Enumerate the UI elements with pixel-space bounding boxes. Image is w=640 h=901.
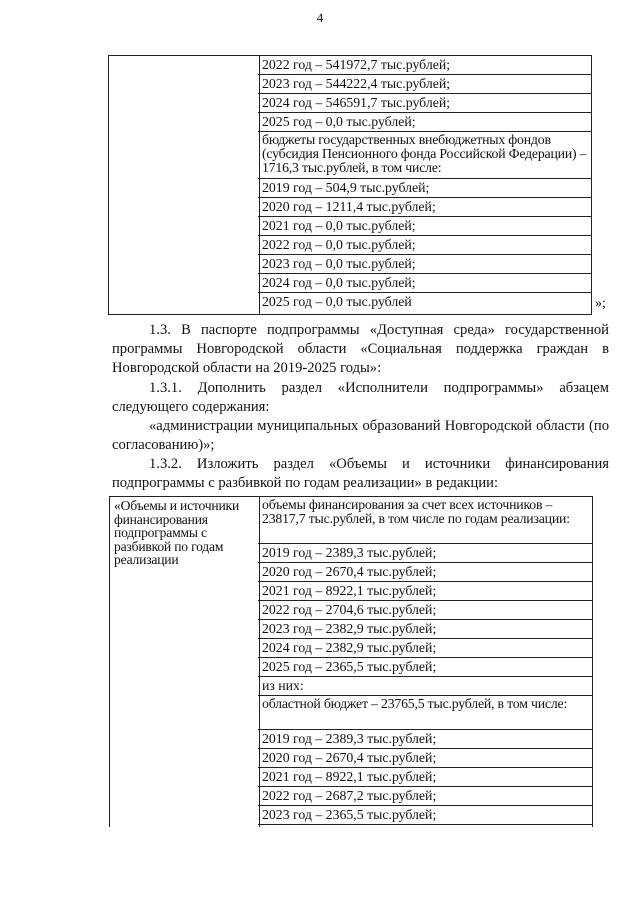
table-row: 2021 год – 8922,1 тыс.рублей; [258,768,592,787]
table-row: 2023 год – 2365,5 тыс.рублей; [258,806,592,825]
table-row: 2019 год – 2389,3 тыс.рублей; [258,730,592,749]
table-row: 2025 год – 2365,5 тыс.рублей; [258,658,592,677]
table-row: из них: [258,677,592,696]
table-row: 2023 год – 2382,9 тыс.рублей; [258,620,592,639]
paragraph-1-3: 1.3. В паспорте подпрограммы «Доступная среда» государственной программы Новгородской области «Социальная поддержка граждан в Новгородской области на 2019-2025 годы»: [112,322,609,376]
paragraph-1-3-1: 1.3.1. Дополнить раздел «Исполнители подпрограммы» абзацем следующего содержания: [112,380,609,415]
table-left-cell [110,497,260,827]
table-row: 2022 год – 541972,7 тыс.рублей; [258,56,591,75]
table-row: 2024 год – 0,0 тыс.рублей; [258,274,591,293]
table-row: 2021 год – 0,0 тыс.рублей; [258,217,591,236]
table-row: бюджеты государственных внебюджетных фондов (субсидия Пенсионного фонда Российской Федерации) – 1716,3 тыс.рублей, в том числе: [258,132,591,179]
table-left-cell [109,56,260,314]
table-row: 2019 год – 504,9 тыс.рублей; [258,179,591,198]
table-continuation [108,55,592,315]
table-row: 2024 год – 546591,7 тыс.рублей; [258,94,591,113]
table-row: 2020 год – 2670,4 тыс.рублей; [258,563,592,582]
table-row: областной бюджет – 23765,5 тыс.рублей, в том числе: [258,696,592,730]
paragraph-1-3-2: 1.3.2. Изложить раздел «Объемы и источники финансирования подпрограммы с разбивкой по годам реализации» в редакции: [112,456,609,491]
table-right-cell [258,497,592,825]
table-row: 2025 год – 0,0 тыс.рублей; [258,113,591,132]
paragraph-quote: «администрации муниципальных образований Новгородской области (по согласованию)»; [112,418,609,453]
table-row: 2021 год – 8922,1 тыс.рублей; [258,582,592,601]
table-row: объемы финансирования за счет всех источников – 23817,7 тыс.рублей, в том числе по годам реализации: [258,497,592,544]
table-row: 2023 год – 544222,4 тыс.рублей; [258,75,591,94]
table-row: 2025 год – 0,0 тыс.рублей [262,294,412,309]
closing-quote: »; [595,296,606,311]
funding-table [109,496,593,827]
table-row: 2020 год – 1211,4 тыс.рублей; [258,198,591,217]
table-row: 2022 год – 0,0 тыс.рублей; [258,236,591,255]
table-row: 2022 год – 2687,2 тыс.рублей; [258,787,592,806]
table-row: 2020 год – 2670,4 тыс.рублей; [258,749,592,768]
page-number: 4 [316,10,324,25]
table-row: 2024 год – 2382,9 тыс.рублей; [258,639,592,658]
table-row: 2022 год – 2704,6 тыс.рублей; [258,601,592,620]
table-left-label: «Объемы и источники финансирования подпрограммы с разбивкой по годам реализации [114,498,240,567]
table-row: 2023 год – 0,0 тыс.рублей; [258,255,591,274]
table-right-cell [258,56,591,312]
table-row: 2019 год – 2389,3 тыс.рублей; [258,544,592,563]
